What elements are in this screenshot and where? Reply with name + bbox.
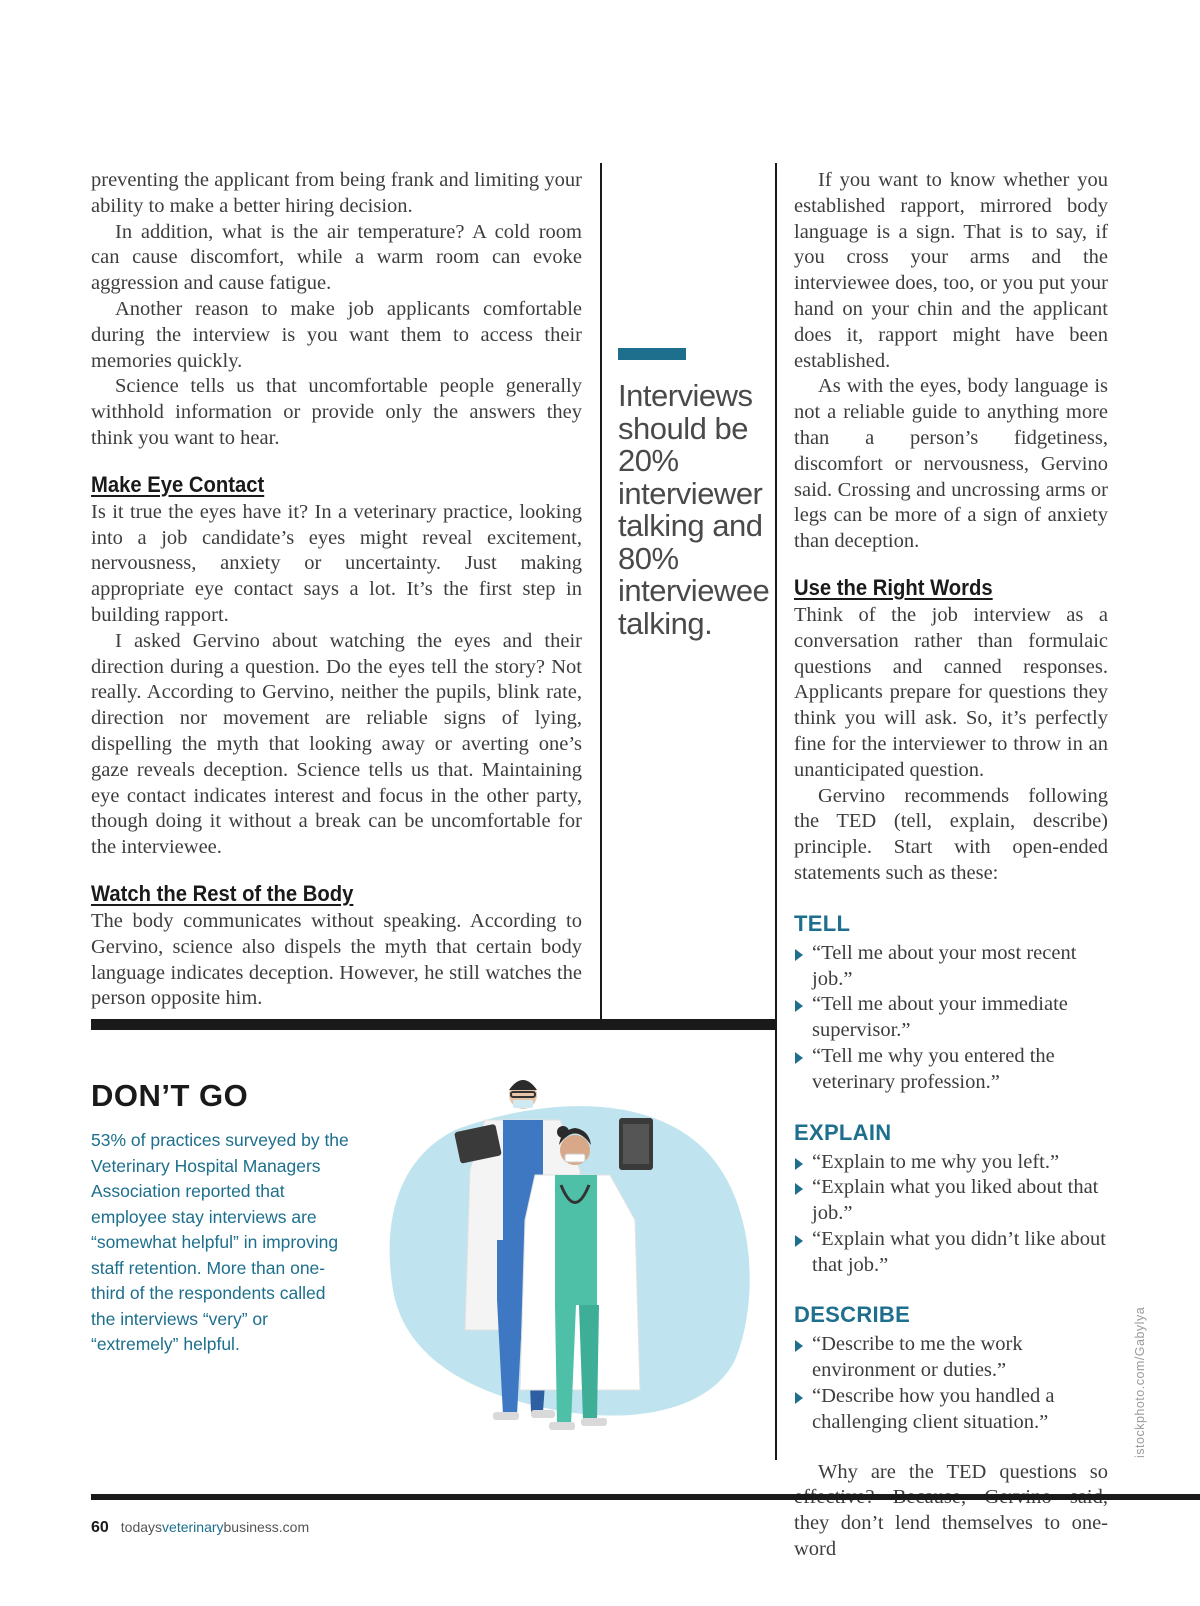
paragraph: Science tells us that uncomfortable people generally withhold information or provide only the answers they think you want to hear.	[91, 375, 582, 449]
ted-heading-explain: EXPLAIN	[794, 1119, 892, 1145]
list-item	[794, 1332, 1108, 1384]
sidebar-top-rule	[91, 1019, 777, 1030]
list-item	[794, 1044, 1108, 1096]
list-item	[794, 1175, 1108, 1227]
ted-heading-describe: DESCRIBE	[794, 1302, 911, 1328]
paragraph: As with the eyes, body language is not a reliable guide to anything more than a person’s fidgetiness, discomfort or nervousness, Gervino said. Crossing and uncrossing arms or legs can be more of a sign of anxiety than deception.	[794, 375, 1108, 553]
column-rule-right	[775, 163, 777, 1460]
paragraph: Think of the job interview as a conversation rather than formulaic questions and canned responses. Applicants prepare for questions they think you will ask. So, it’s perfectly fine for the interviewer to throw in an unanticipated question.	[794, 603, 1108, 781]
sidebar-body: 53% of practices surveyed by the Veterinary Hospital Managers Association reported that employee stay interviews are “somewhat helpful” in improving staff retention. More than one-third of the respondents called the interviews “very” or “extremely” helpful.	[91, 1130, 349, 1354]
footer-url-highlight: veterinary	[162, 1519, 224, 1535]
list-item-text: “Tell me about your immediate supervisor.”	[812, 993, 1068, 1042]
explain-list	[794, 1150, 1108, 1279]
paragraph: The body communicates without speaking. According to Gervino, science also dispels the myth that certain body language indicates deception. However, he still watches the person opposite him.	[91, 909, 582, 1010]
paragraph: Is it true the eyes have it? In a veterinary practice, looking into a job candidate’s eyes might reveal excitement, nervousness, anxiety or uncertainty. Just making appropriate eye contact says a lot. It’s the first step in building rapport.	[91, 500, 582, 626]
list-item-text: “Describe how you handled a challenging client situation.”	[812, 1385, 1055, 1433]
paragraph: Why are the TED questions so they don’t lend themselves to one-word	[794, 1460, 1108, 1561]
triangle-bullet-icon	[795, 1392, 803, 1404]
ted-heading-tell: TELL	[794, 910, 851, 936]
list-item	[794, 941, 1108, 993]
triangle-bullet-icon	[795, 1158, 803, 1170]
triangle-bullet-icon	[795, 1183, 803, 1195]
sidebar-title: DON’T GO	[91, 1078, 249, 1113]
paragraph: Gervino recommends following the TED (tell, explain, describe) principle. Start with open-ended statements such as these:	[794, 784, 1108, 884]
pullquote-accent-bar	[618, 348, 686, 360]
list-item	[794, 1227, 1108, 1279]
triangle-bullet-icon	[795, 1052, 803, 1064]
describe-list	[794, 1332, 1108, 1435]
paragraph: If you want to know whether you established rapport, mirrored body language is a sign. That is to say, if you cross your arms and the interviewee does, too, or you put your hand on your chin and the applicant does it, rapport might have been established.	[794, 169, 1108, 372]
section-heading-rest-of-body: Watch the Rest of the Body	[91, 880, 354, 906]
paragraph: Another reason to make job applicants comfortable during the interview is you want them to access their memories quickly.	[91, 297, 582, 372]
list-item-text: “Tell me why you entered the veterinary profession.”	[812, 1044, 1055, 1093]
triangle-bullet-icon	[795, 1340, 803, 1352]
footer-rule	[91, 1494, 1200, 1500]
list-item-text: “Tell me about your most recent job.”	[812, 941, 1077, 990]
triangle-bullet-icon	[795, 1235, 803, 1247]
paragraph: I asked Gervino about watching the eyes and their direction during a question. Do the eyes tell the story? Not really. According to Gervino, neither the pupils, blink rate, direction nor movement are reliable signs of lying, dispelling the myth that looking away or averting one’s gaze reveals deception. Science tells us that. Maintaining eye contact indicates interest and focus in the other party, though doing it without a break can be uncomfortable for the interviewee.	[91, 629, 582, 859]
list-item-text: “Explain what you liked about that job.”	[812, 1176, 1099, 1225]
footer-url-prefix: todays	[120, 1519, 163, 1535]
right-column	[794, 168, 1108, 1563]
pullquote: Interviews should be 20% interviewer talking and 80% interviewee talking.	[618, 378, 770, 641]
list-item-text: “Explain what you didn’t like about that job.”	[812, 1227, 1106, 1276]
photo-credit: istockphoto.com/Gabylya	[1133, 1306, 1147, 1458]
paragraph: In addition, what is the air temperature? A cold room can cause discomfort, while a warm room can evoke aggression and cause fatigue.	[91, 220, 582, 295]
column-rule-left	[600, 163, 602, 1020]
list-item	[794, 992, 1108, 1044]
page-number: 60	[91, 1519, 109, 1536]
tell-list	[794, 941, 1108, 1096]
list-item	[794, 1384, 1108, 1436]
left-column	[91, 168, 582, 1012]
footer-url[interactable]	[121, 1519, 309, 1535]
section-heading-right-words: Use the Right Words	[794, 574, 993, 600]
footer	[91, 1519, 309, 1537]
doctors-illustration	[385, 1060, 770, 1450]
triangle-bullet-icon	[795, 1000, 803, 1012]
list-item-text: “Describe to me the work environment or duties.”	[812, 1333, 1023, 1382]
list-item-text: “Explain to me why you left.”	[812, 1150, 1060, 1173]
paragraph: preventing the applicant from being frank and limiting your ability to make a better hiring decision.	[91, 169, 582, 217]
list-item	[794, 1150, 1108, 1176]
section-heading-eye-contact: Make Eye Contact	[91, 471, 265, 497]
triangle-bullet-icon	[795, 949, 803, 961]
footer-url-suffix: business.com	[223, 1519, 310, 1535]
